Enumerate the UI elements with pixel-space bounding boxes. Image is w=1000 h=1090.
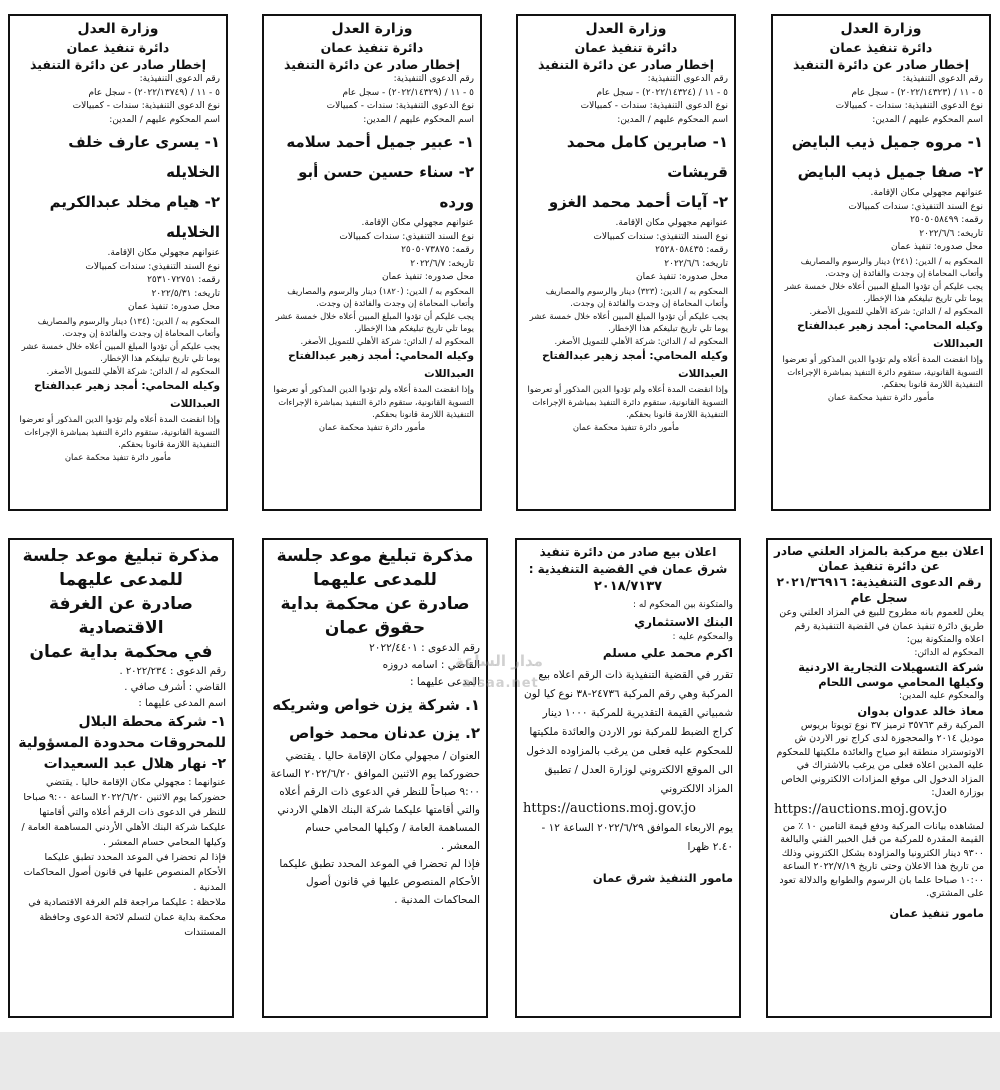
judge: القاضي : اسامه دروزه	[382, 659, 480, 671]
session-body: العنوان / مجهولي مكان الإقامة حاليا . يقتضي حضوركما يوم الاثنين الموافق ٢٠٢٢/٦/٢٠ الساعة ٩:٠٠ صباحاً للنظر في الدعوى ذات الرقم أعلاه والتي أقامتها عليكما شركة البنك الاهلي الاردني المساهمة العامة / وكيلها المحامي حسام المعشر .	[270, 750, 480, 852]
debtor-label: والمحكوم عليه المدين:	[899, 691, 984, 701]
address: عنوانهم مجهولي مكان الإقامة.	[361, 218, 474, 228]
bond-type: نوع السند التنفيذي: سندات كمبيالات	[339, 231, 474, 242]
exec-notice-2	[516, 14, 736, 511]
parties-label: اسم المحكوم عليهم / المدين:	[872, 114, 983, 125]
case-number: ٥ - ١١ / (٢٠٢٢/١٤٣٢٤) - سجل عام	[596, 87, 728, 98]
parties-label: اسم المحكوم عليهم / المدين:	[617, 114, 728, 125]
department-heading: دائرة تنفيذ عمان	[574, 40, 678, 55]
debtor-name-1: ١- مروه جميل ذيب البايض	[791, 133, 983, 151]
issue-place: محل صدوره: تنفيذ عمان	[891, 242, 983, 252]
creditor: المحكوم له / الدائن: شركة الأهلي للتمويل الأصغر.	[300, 335, 474, 346]
debtor-name-2: ٢- آيات أحمد محمد الغزو	[548, 193, 728, 211]
case-label: رقم الدعوى التنفيذية:	[902, 74, 983, 84]
parties-label: اسم المحكوم عليهم / المدين:	[363, 114, 474, 125]
claim-type: نوع الدعوى التنفيذية: سندات - كمبيالات	[835, 101, 983, 111]
notice-title-4: حقوق عمان	[324, 618, 426, 638]
insurance-details: لمشاهده بيانات المركبة ودفع قيمة التامين ١٠ ٪ من القيمة المقدرة للمركبة من قبل الخبير الفني والبالغة ٩٣٠٠ دينار الكترونيا والمزاودة بشكل الكتروني وذلك من تاريخ هذا الاعلان وحتى تاريخ ٢٠٢٢/٧/١٩ الساعة ١٠:٠٠ صباحا علما بان الرسوم والطوابع والدلالة تعود على المشتري.	[779, 820, 984, 899]
debtor-name-1: ١- يسرى عارف خلف الخلايله	[68, 133, 220, 181]
case-number: ٥ - ١١ / (٢٠٢٢/١٤٣٢٣) - سجل عام	[851, 87, 983, 98]
case-label: رقم الدعوى التنفيذية:	[647, 74, 728, 84]
auction-case-number: رقم الدعوى التنفيذية: ٢٠٢١/٣٦٩١٦	[776, 575, 982, 589]
debtor-label: والمحكوم عليه :	[672, 631, 733, 642]
notice-title-3: صادرة عن الغرفة الاقتصادية	[49, 594, 193, 638]
bond-date: تاريخه: ٢٠٢٢/٥/٣١	[151, 288, 220, 299]
defendants-label: اسم المدعى عليهما :	[138, 698, 226, 709]
officer: مأمور دائرة تنفيذ محكمة عمان	[827, 391, 935, 402]
case-label: رقم الدعوى التنفيذية:	[139, 74, 220, 84]
lawyer: وكيله المحامي: أمجد زهير عبدالفتاح العبداللات	[542, 350, 728, 380]
address: عنوانهم مجهولي مكان الإقامة.	[107, 248, 220, 258]
debtor-name-1: ١- عبير جميل أحمد سلامه	[286, 133, 474, 151]
payment-text: يجب عليكم أن تؤدوا المبلغ المبين أعلاه خلال خمسة عشر يوما تلي تاريخ تبليغكم هذا الإخطار.	[784, 280, 983, 303]
officer: مأمور دائرة تنفيذ محكمة عمان	[572, 421, 680, 432]
notice-title: إخطار صادر عن دائرة التنفيذ	[793, 57, 969, 72]
warning-text: وإذا انقضت المدة أعلاه ولم تؤدوا الدين المذكور أو تعرضوا التسوية القانونية، ستقوم دائرة التنفيذ بمباشرة الإجراءات التنفيذية اللازمة قانونا بحقكم.	[273, 384, 474, 419]
notice-title-1: مذكرة تبليغ موعد جلسة	[276, 546, 474, 566]
notice-title: إخطار صادر عن دائرة التنفيذ	[538, 57, 714, 72]
bond-number: رقمه: ٢٥٣١٠٧٢٧٥١	[147, 275, 220, 285]
officer: مامور تنفيذ عمان	[889, 906, 984, 920]
bond-type: نوع السند التنفيذي: سندات كمبيالات	[593, 231, 728, 242]
creditor: المحكوم له / الدائن: شركة الأهلي للتمويل الأصغر.	[809, 305, 983, 316]
issue-place: محل صدوره: تنفيذ عمان	[382, 272, 474, 282]
sale-title-1: اعلان بيع صادر من دائرة تنفيذ	[539, 545, 717, 559]
officer: مأمور دائرة تنفيذ محكمة عمان	[318, 421, 426, 432]
case-number: رقم الدعوى : ٢٠٢٢/٤٤٠١	[369, 642, 480, 654]
creditor-name: شركة التسهيلات التجارية الاردنية وكيلها المحامي موسى اللحام	[798, 660, 984, 689]
notice-title-1: مذكرة تبليغ موعد جلسة	[22, 546, 220, 566]
bond-type: نوع السند التنفيذي: سندات كمبيالات	[848, 201, 983, 212]
department-heading: دائرة تنفيذ عمان	[320, 40, 424, 55]
notice-title-2: للمدعى عليهما	[59, 570, 183, 590]
amount-text: المحكوم به / الدين: (٣٢٣) دينار والرسوم والمصاريف وأتعاب المحاماة إن وجدت والفائدة إن وجدت.	[545, 285, 728, 308]
ministry-heading: وزارة العدل	[331, 21, 413, 37]
ministry-heading: وزارة العدل	[840, 21, 922, 37]
creditor: المحكوم له / الدائن: شركة الأهلي للتمويل الأصغر.	[554, 335, 728, 346]
auction-intro: يعلن للعموم بانه مطروح للبيع في المزاد العلني وعن طريق دائرة تنفيذ عمان في القضية التنفيذية رقم اعلاه والمتكونة بين:	[779, 607, 984, 645]
east-amman-sale-notice	[515, 538, 741, 1018]
warning-text: وإذا انقضت المدة أعلاه ولم تؤدوا الدين المذكور أو تعرضوا التسوية القانونية، ستقوم دائرة التنفيذ بمباشرة الإجراءات التنفيذية اللازمة قانونا بحقكم.	[19, 414, 220, 449]
notice-title: إخطار صادر عن دائرة التنفيذ	[30, 57, 206, 72]
court-session-notice-2	[8, 538, 234, 1018]
department-heading: دائرة تنفيذ عمان	[829, 40, 933, 55]
notice-title-4: في محكمة بداية عمان	[29, 642, 213, 662]
amount-text: المحكوم به / الدين: (١٣٤) دينار والرسوم والمصاريف وأتعاب المحاماة إن وجدت والفائدة إن وجدت.	[37, 315, 220, 338]
creditor: المحكوم له / الدائن: شركة الأهلي للتمويل الأصغر.	[46, 365, 220, 376]
debtor-name-2: ٢- هيام مخلد عبدالكريم الخلايله	[49, 193, 220, 241]
claim-type: نوع الدعوى التنفيذية: سندات - كمبيالات	[326, 101, 474, 111]
amount-text: المحكوم به / الدين: (١٨٢٠) دينار والرسوم والمصاريف وأتعاب المحاماة إن وجدت والفائدة إن وجدت.	[287, 285, 474, 308]
lawyer: وكيله المحامي: أمجد زهير عبدالفتاح العبداللات	[288, 350, 474, 380]
notice-title: إخطار صادر عن دائرة التنفيذ	[284, 57, 460, 72]
creditor-name: البنك الاستثماري	[634, 614, 733, 629]
issue-place: محل صدوره: تنفيذ عمان	[636, 272, 728, 282]
exec-notice-1	[771, 14, 991, 511]
sale-url-link[interactable]: https://auctions.moj.gov.jo	[523, 801, 696, 816]
auction-url-link[interactable]: https://auctions.moj.gov.jo	[774, 801, 947, 817]
debtor-name: اكرم محمد علي مسلم	[602, 646, 733, 660]
defendants-label: المدعى عليهما :	[410, 676, 480, 688]
bottom-margin-band	[0, 1032, 1000, 1090]
session-warning: فإذا لم تحضرا في الموعد المحدد تطبق عليكما الأحكام المنصوص عليها في قانون أصول المحاكمات المدنية .	[23, 852, 226, 893]
judge: القاضي : أشرف صافي .	[124, 682, 226, 693]
creditor-label: المحكوم له الدائن:	[914, 647, 984, 658]
issue-place: محل صدوره: تنفيذ عمان	[128, 302, 220, 312]
claim-type: نوع الدعوى التنفيذية: سندات - كمبيالات	[580, 101, 728, 111]
notice-title-2: للمدعى عليهما	[313, 570, 437, 590]
case-number: ٥ - ١١ / (٢٠٢٢/١٣٧٤٩) - سجل عام	[88, 87, 220, 98]
notice-title-3: صادرة عن محكمة بداية	[280, 594, 470, 614]
bond-type: نوع السند التنفيذي: سندات كمبيالات	[85, 261, 220, 272]
lawyer: وكيله المحامي: أمجد زهير عبدالفتاح العبداللات	[34, 380, 220, 410]
auction-title: اعلان بيع مركبة بالمزاد العلني صادر عن دائرة تنفيذ عمان	[774, 544, 984, 573]
sale-body: تقرر في القضية التنفيذية ذات الرقم اعلاه بيع المركبة وهي رقم المركبة ٢٤٧٣٦-٣٨ نوع كيا لون شمبياني القيمة التقديرية للمركبة ١٠٠٠ دينار كراج الضبط للمركبة نور الاردن والعائدة ملكيتها للمحكوم عليه فعلى من يرغب بالمزاوده الدخول الى الموقع الالكتروني لوزارة العدل / تطبيق المزاد الالكتروني	[524, 669, 733, 795]
debtor-name-2: ٢- سناء حسين حسن أبو ورده	[298, 163, 474, 211]
vehicle-auction-notice	[766, 538, 992, 1018]
vehicle-details: المركبة رقم ٣٥٧٦٣ ترميز ٣٧ نوع تويوتا بريوس موديل ٢٠١٤ والمحجوزة لدى كراج نور الاردن ش الاوتوستراد منطقة ابو صياح والعائدة ملكيتها للمحكوم عليه المدين اعلاه فعلى من يرغب بالاشتراك في المزاد الدخول الى موقع المزادات الالكتروني الخاص بوزارة العدل:	[776, 719, 984, 798]
session-note: ملاحظة : عليكما مراجعة قلم الغرفة الاقتصادية في محكمة بداية عمان لتسلم لائحة الدعوى وحافظة المستندات	[28, 897, 226, 938]
officer: مأمور دائرة تنفيذ محكمة عمان	[64, 451, 172, 462]
warning-text: وإذا انقضت المدة أعلاه ولم تؤدوا الدين المذكور أو تعرضوا التسوية القانونية، ستقوم دائرة التنفيذ بمباشرة الإجراءات التنفيذية اللازمة قانونا بحقكم.	[782, 354, 983, 389]
bond-number: رقمه: ٢٥٢٨٠٥٨٤٣٥	[655, 245, 728, 255]
case-number: رقم الدعوى : ٢٠٢٢/٢٣٤ .	[119, 666, 226, 677]
auction-register: سجل عام	[850, 591, 908, 605]
bond-number: رقمه: ٢٥٠٥٠٧٣٨٧٥	[401, 245, 474, 255]
exec-notice-4	[8, 14, 228, 511]
warning-text: وإذا انقضت المدة أعلاه ولم تؤدوا الدين المذكور أو تعرضوا التسوية القانونية، ستقوم دائرة التنفيذ بمباشرة الإجراءات التنفيذية اللازمة قانونا بحقكم.	[527, 384, 728, 419]
defendant-name-1: ١. شركة يزن خواص وشريكه	[272, 696, 480, 714]
debtor-name: معاذ خالد عدوان بدوان	[857, 703, 984, 718]
watermark-arabic: مدار الساعة	[455, 652, 543, 670]
defendant-name-2: ٢. يزن عدنان محمد خواص	[289, 724, 480, 742]
payment-text: يجب عليكم أن تؤدوا المبلغ المبين أعلاه خلال خمسة عشر يوما تلي تاريخ تبليغكم هذا الإخطار.	[21, 340, 220, 363]
bond-date: تاريخه: ٢٠٢٢/٦/٦	[919, 228, 983, 239]
address: عنوانهم مجهولي مكان الإقامة.	[615, 218, 728, 228]
defendant-name-1: ١- شركة محطة البلال للمحروقات محدودة المسؤولية	[18, 714, 226, 751]
amount-text: المحكوم به / الدين: (٢٤١) دينار والرسوم والمصاريف وأتعاب المحاماة إن وجدت والفائدة إن وجدت.	[800, 255, 983, 278]
sale-case-number: ٢٠١٨/٧١٣٧	[593, 579, 663, 594]
ministry-heading: وزارة العدل	[77, 21, 159, 37]
department-heading: دائرة تنفيذ عمان	[66, 40, 170, 55]
bond-date: تاريخه: ٢٠٢٢/٦/٦	[664, 258, 728, 269]
parties-label: والمتكونة بين المحكوم له :	[632, 600, 733, 610]
ministry-heading: وزارة العدل	[585, 21, 667, 37]
payment-text: يجب عليكم أن تؤدوا المبلغ المبين أعلاه خلال خمسة عشر يوما تلي تاريخ تبليغكم هذا الإخطار.	[529, 310, 728, 333]
sale-title-2: شرق عمان في القضية التنفيذية :	[528, 562, 728, 576]
bond-number: رقمه: ٢٥٠٥٠٥٨٤٩٩	[910, 215, 983, 225]
exec-notice-3	[262, 14, 482, 511]
officer: مامور التنفيذ شرق عمان	[592, 871, 733, 885]
bond-date: تاريخه: ٢٠٢٢/٦/٧	[410, 258, 474, 269]
defendant-name-2: ٢- نهار هلال عبد السعيدات	[43, 756, 226, 772]
case-label: رقم الدعوى التنفيذية:	[393, 74, 474, 84]
claim-type: نوع الدعوى التنفيذية: سندات - كمبيالات	[72, 101, 220, 111]
address: عنوانهم مجهولي مكان الإقامة.	[870, 188, 983, 198]
watermark-url: alsaa.net	[462, 676, 539, 691]
case-number: ٥ - ١١ / (٢٠٢٢/١٤٣٢٩) - سجل عام	[342, 87, 474, 98]
debtor-name-2: ٢- صفا جميل ذيب البايض	[797, 163, 983, 181]
parties-label: اسم المحكوم عليهم / المدين:	[109, 114, 220, 125]
debtor-name-1: ١- صابرين كامل محمد قريشات	[566, 133, 728, 181]
sale-date: يوم الاربعاء الموافق ٢٠٢٢/٦/٢٩ الساعة ١٢ - ٢.٤٠ ظهرا	[541, 822, 733, 853]
payment-text: يجب عليكم أن تؤدوا المبلغ المبين أعلاه خلال خمسة عشر يوما تلي تاريخ تبليغكم هذا الإخطار.	[275, 310, 474, 333]
session-warning: فإذا لم تحضرا في الموعد المحدد تطبق عليكما الأحكام المنصوص عليها في قانون أصول المحاكمات المدنية .	[279, 858, 480, 906]
lawyer: وكيله المحامي: أمجد زهير عبدالفتاح العبداللات	[797, 320, 983, 350]
session-body: عنوانهما : مجهولي مكان الإقامة حاليا . يقتضي حضوركما يوم الاثنين ٢٠٢٢/٦/٢٠ الساعة ٩:٠٠ صباحا للنظر في الدعوى ذات الرقم أعلاه والتي أقامتها عليكما شركة البنك الأهلي الأردني المساهمة العامة / وكيلها المحامي حسام المعشر .	[21, 777, 226, 848]
court-session-notice-1	[262, 538, 488, 1018]
